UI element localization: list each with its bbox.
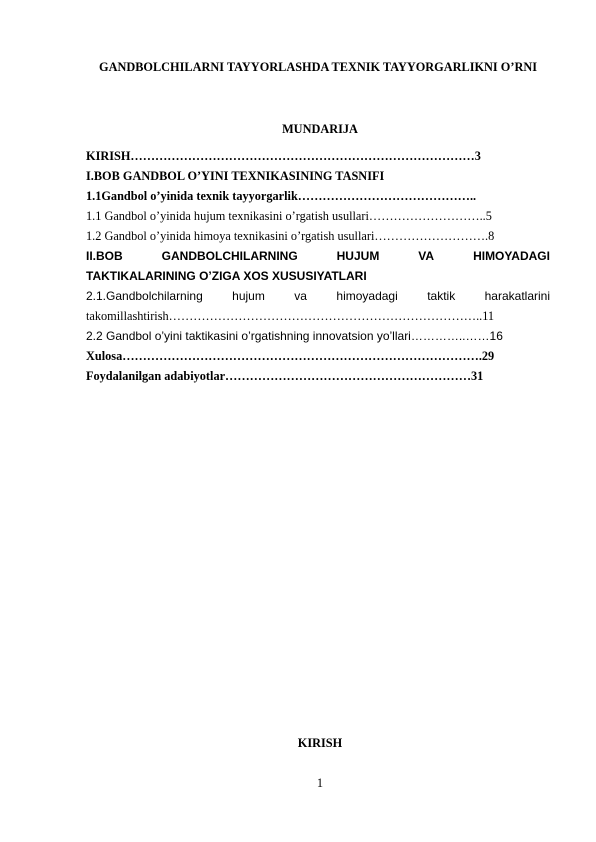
toc-entry-2-1[interactable] (86, 286, 550, 306)
toc-word: HIMOYADAGI (473, 249, 550, 263)
toc-entry-1-1[interactable]: 1.1Gandbol o’yinida texnik tayyorgarlik…………………………………….. (86, 189, 477, 203)
toc-entry-1-2[interactable]: 1.2 Gandbol o’yinida himoya texnikasini o’rgatish usullari……………………….8 (86, 229, 495, 243)
document-title: GANDBOLCHILARNI TAYYORLASHDA TEXNIK TAYYORGARLIKNI O’RNI (99, 60, 537, 74)
toc-entry-foydalanilgan[interactable]: Foydalanilgan adabiyotlar……………………………………………………31 (86, 369, 484, 383)
toc-word: hujum (232, 289, 265, 303)
toc-word: harakatlarini (484, 289, 550, 303)
page-number: 1 (316, 776, 324, 790)
toc-word: va (294, 289, 307, 303)
toc-entry-bob2[interactable] (86, 246, 550, 266)
table-of-contents (86, 146, 550, 386)
toc-entry-2-1-cont[interactable]: takomillashtirish…………………………………………………………………..11 (86, 309, 495, 323)
section-heading-kirish: KIRISH (297, 736, 343, 750)
toc-word: taktik (427, 289, 456, 303)
toc-word: himoyadagi (336, 289, 398, 303)
toc-word: HUJUM (336, 249, 380, 263)
toc-entry-bob1[interactable]: I.BOB GANDBOL O’YINI TEXNIKASINING TASNIFI (86, 169, 385, 183)
toc-word: VA (418, 249, 435, 263)
toc-word: GANDBOLCHILARNING (161, 249, 298, 263)
toc-entry-2-2[interactable]: 2.2 Gandbol o’yini taktikasini o’rgatishning innovatsion yo’llari…………..……16 (86, 329, 503, 343)
toc-heading: MUNDARIJA (282, 122, 358, 136)
toc-word: 2.1.Gandbolchilarning (86, 289, 203, 303)
toc-word: II.BOB (86, 249, 123, 263)
toc-entry-bob2-cont[interactable]: TAKTIKALARINING O’ZIGA XOS XUSUSIYATLARI (86, 269, 367, 283)
toc-entry-kirish[interactable]: KIRISH…………………………………………………………………………3 (86, 149, 481, 163)
toc-entry-1-1-hujum[interactable]: 1.1 Gandbol o’yinida hujum texnikasini o’rgatish usullari………………………..5 (86, 209, 492, 223)
toc-entry-xulosa[interactable]: Xulosa…………………………………………………………………………….29 (86, 349, 495, 363)
